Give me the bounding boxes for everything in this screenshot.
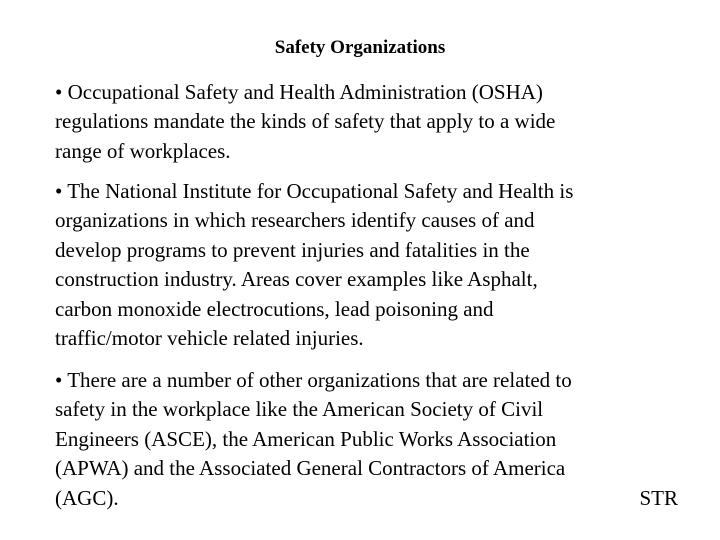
text-line: safety in the workplace like the American Society of Civil — [55, 397, 544, 422]
text-line: traffic/motor vehicle related injuries. — [55, 326, 364, 351]
slide-title: Safety Organizations — [274, 37, 446, 58]
text-line: Engineers (ASCE), the American Public Works Association — [55, 426, 557, 451]
text-line: • The National Institute for Occupational Safety and Health is — [55, 179, 574, 203]
text-line-last — [55, 484, 678, 513]
text-line: (APWA) and the Associated General Contractors of America — [55, 456, 566, 481]
paragraph-niosh — [55, 177, 680, 353]
paragraph-osha — [55, 78, 680, 166]
text-line: • Occupational Safety and Health Administration (OSHA) — [55, 80, 543, 104]
text-line: develop programs to prevent injuries and fatalities in the — [55, 237, 530, 262]
text-line: range of workplaces. — [55, 138, 231, 163]
text-line: regulations mandate the kinds of safety that apply to a wide — [55, 109, 556, 134]
signature: STR — [639, 485, 678, 510]
text-line: carbon monoxide electrocutions, lead poisoning and — [55, 296, 494, 321]
text-line: (AGC). — [55, 485, 119, 510]
text-line: construction industry. Areas cover examples like Asphalt, — [55, 267, 538, 292]
text-line: • There are a number of other organizations that are related to — [55, 368, 572, 392]
text-line: organizations in which researchers identify causes of and — [55, 208, 535, 233]
paragraph-other-organizations — [55, 366, 680, 513]
